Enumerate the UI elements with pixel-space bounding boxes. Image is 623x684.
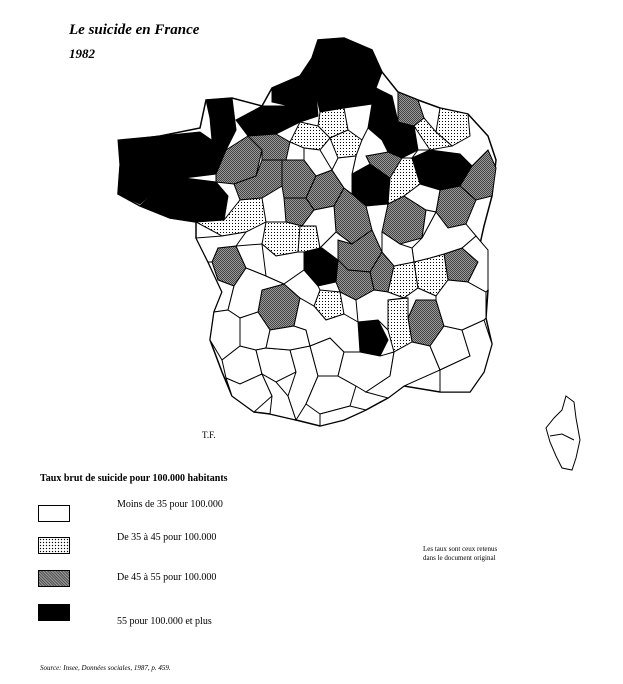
legend-swatch-dotted <box>38 537 70 554</box>
legend-label-1: De 35 à 45 pour 100.000 <box>117 532 217 543</box>
source-citation: Source: Insee, Données sociales, 1987, p. 459. <box>40 664 171 672</box>
legend-swatch-grey <box>38 570 70 587</box>
rates-note-line-1: Les taux sont ceux retenus <box>423 545 498 553</box>
legend-swatch-white <box>38 505 70 522</box>
corsica <box>546 396 580 470</box>
author-initials: T.F. <box>202 430 216 440</box>
legend-label-0: Moins de 35 pour 100.000 <box>117 499 223 510</box>
rates-note <box>423 545 553 563</box>
map-year: 1982 <box>69 46 95 61</box>
map-title: Le suicide en France <box>69 22 200 38</box>
legend-swatch-black <box>38 604 70 621</box>
legend-label-2: De 45 à 55 pour 100.000 <box>117 572 217 583</box>
legend-title: Taux brut de suicide pour 100.000 habitants <box>40 473 228 484</box>
legend-label-3: 55 pour 100.000 et plus <box>117 616 212 627</box>
rates-note-line-2: dans le document original <box>423 554 496 562</box>
